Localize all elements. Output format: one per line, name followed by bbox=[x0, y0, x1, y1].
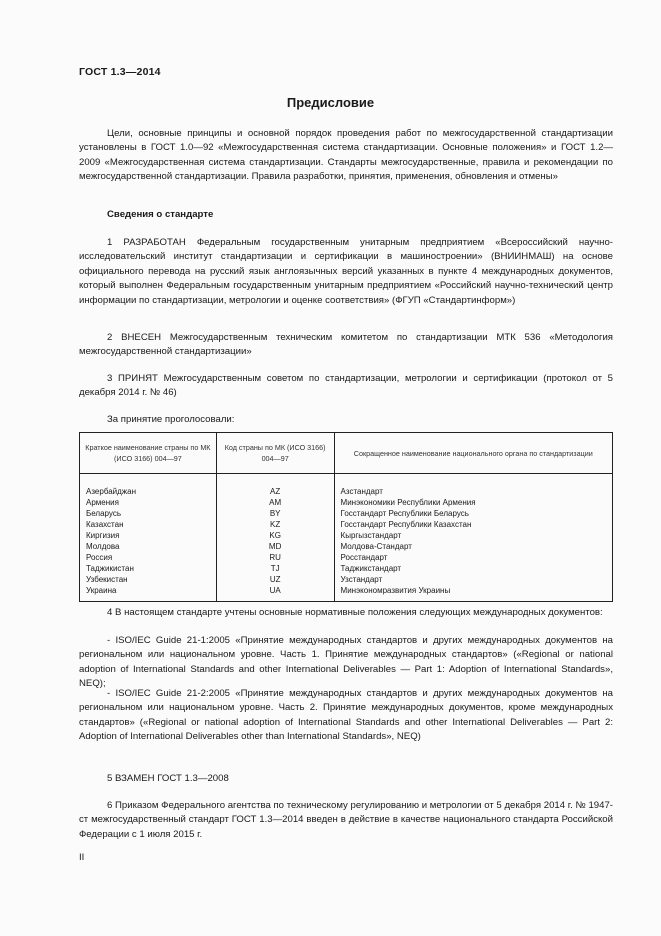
item-1 bbox=[79, 236, 613, 308]
item-6 bbox=[79, 799, 613, 842]
country-cell: Беларусь bbox=[80, 508, 217, 519]
country-cell: Узбекистан bbox=[80, 574, 217, 585]
item-4 bbox=[79, 606, 613, 620]
table-header-row bbox=[80, 433, 613, 474]
body-cell: Узстандарт bbox=[334, 574, 612, 585]
section-subtitle: Сведения о стандарте bbox=[107, 209, 214, 220]
document-header: ГОСТ 1.3—2014 bbox=[79, 66, 161, 78]
code-cell: AZ bbox=[216, 474, 334, 498]
table-header-body: Сокращенное наименование национального органа по стандартизации bbox=[334, 433, 612, 474]
country-cell: Молдова bbox=[80, 541, 217, 552]
item-4-text: 4 В настоящем стандарте учтены основные нормативные положения следующих международных документов: bbox=[107, 607, 603, 618]
table-row bbox=[80, 530, 613, 541]
item-3 bbox=[79, 372, 613, 401]
body-cell: Минэкономразвития Украины bbox=[334, 585, 612, 602]
table-row bbox=[80, 497, 613, 508]
code-cell: TJ bbox=[216, 563, 334, 574]
body-cell: Росстандарт bbox=[334, 552, 612, 563]
table-row bbox=[80, 541, 613, 552]
table-header-country: Краткое наименование страны по МК (ИСО 3166) 004—97 bbox=[80, 433, 217, 474]
table-row bbox=[80, 474, 613, 498]
code-cell: AM bbox=[216, 497, 334, 508]
item-1-text: 1 РАЗРАБОТАН Федеральным государственным унитарным предприятием «Всероссийский научно-исследовательский институт стандартизации и сертификации в машиностроении» (ВНИИНМАШ) на основе официального перевода на русский язык англоязычных версий указанных в пункте 4 международных документов, который выполнен Федеральным государственным унитарным предприятием «Российский научно-технический центр информации по стандартизации, метрологии и оценке соответствия» (ФГУП «Стандартинформ») bbox=[79, 237, 613, 306]
item-6-text: 6 Приказом Федерального агентства по техническому регулированию и метрологии от 5 декабря 2014 г. № 1947-ст межгосударственный стандарт ГОСТ 1.3—2014 введен в действие в качестве национального стандарта Российской Федерации с 1 июля 2015 г. bbox=[79, 800, 613, 840]
code-cell: KG bbox=[216, 530, 334, 541]
country-cell: Армения bbox=[80, 497, 217, 508]
code-cell: MD bbox=[216, 541, 334, 552]
body-cell: Госстандарт Республики Беларусь bbox=[334, 508, 612, 519]
code-cell: UZ bbox=[216, 574, 334, 585]
table-row bbox=[80, 563, 613, 574]
country-cell: Казахстан bbox=[80, 519, 217, 530]
table-row bbox=[80, 519, 613, 530]
code-cell: RU bbox=[216, 552, 334, 563]
voted-label: За принятие проголосовали: bbox=[107, 414, 235, 425]
code-cell: BY bbox=[216, 508, 334, 519]
body-cell: Кыргызстандарт bbox=[334, 530, 612, 541]
intro-paragraph bbox=[79, 127, 613, 185]
item-4b bbox=[79, 687, 613, 745]
country-cell: Украина bbox=[80, 585, 217, 602]
body-cell: Молдова-Стандарт bbox=[334, 541, 612, 552]
country-cell: Киргизия bbox=[80, 530, 217, 541]
item-4a-text: - ISO/IEC Guide 21-1:2005 «Принятие международных стандартов и других международных документов на региональном или национальном уровне. Часть 1. Принятие международных стандартов» («Regional or national adoption of International Standards and other International Deliverables — Part 1: Adoption of International Standards», NEQ); bbox=[79, 635, 613, 690]
code-cell: UA bbox=[216, 585, 334, 602]
page-number: II bbox=[79, 852, 85, 863]
item-4b-text: - ISO/IEC Guide 21-2:2005 «Принятие международных стандартов и других международных документов на региональном или национальном уровне. Часть 2. Принятие международных документов, кроме международных стандартов» («Regional or national adoption of International Standards and other International Deliverables — Part 2: Adoption of International Deliverables other than International Standards», NEQ) bbox=[79, 688, 613, 743]
country-cell: Россия bbox=[80, 552, 217, 563]
table-row bbox=[80, 552, 613, 563]
code-cell: KZ bbox=[216, 519, 334, 530]
item-2-text: 2 ВНЕСЕН Межгосударственным техническим комитетом по стандартизации МТК 536 «Методология межгосударственной стандартизации» bbox=[79, 332, 613, 358]
table-row bbox=[80, 574, 613, 585]
voting-table bbox=[79, 432, 613, 602]
country-cell: Таджикистан bbox=[80, 563, 217, 574]
country-cell: Азербайджан bbox=[80, 474, 217, 498]
intro-text: Цели, основные принципы и основной порядок проведения работ по межгосударственной стандартизации установлены в ГОСТ 1.0—92 «Межгосударственная система стандартизации. Основные положения» и ГОСТ 1.2—2009 «Межгосударственная система стандартизации. Стандарты межгосударственные, правила и рекомендации по межгосударственной стандартизации. Правила разработки, принятия, применения, обновления и отмены» bbox=[79, 128, 613, 183]
item-3-text: 3 ПРИНЯТ Межгосударственным советом по стандартизации, метрологии и сертификации (протокол от 5 декабря 2014 г. № 46) bbox=[79, 373, 613, 399]
body-cell: Госстандарт Республики Казахстан bbox=[334, 519, 612, 530]
item-5: 5 ВЗАМЕН ГОСТ 1.3—2008 bbox=[107, 773, 229, 784]
item-2 bbox=[79, 331, 613, 360]
page-title: Предисловие bbox=[286, 95, 375, 110]
table-row bbox=[80, 508, 613, 519]
body-cell: Минэкономики Республики Армения bbox=[334, 497, 612, 508]
item-4a bbox=[79, 634, 613, 692]
body-cell: Таджикстандарт bbox=[334, 563, 612, 574]
table-row bbox=[80, 585, 613, 602]
table-header-code: Код страны по МК (ИСО 3166) 004—97 bbox=[216, 433, 334, 474]
body-cell: Азстандарт bbox=[334, 474, 612, 498]
